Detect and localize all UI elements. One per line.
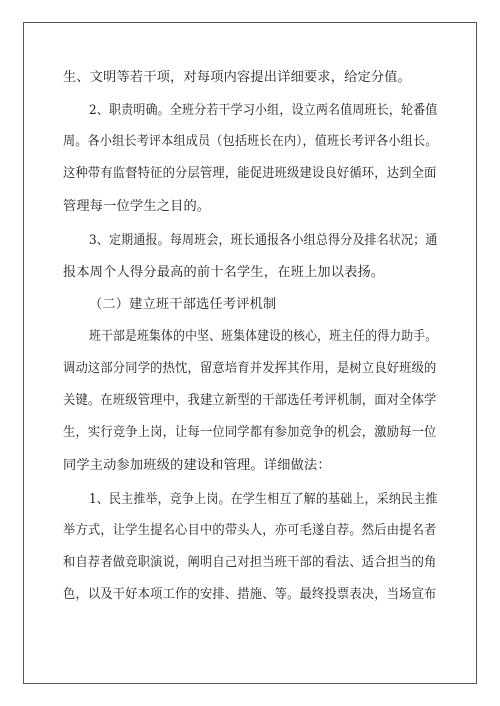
text-line: 3、定期通报。每周班会，班长通报各小组总得分及排名状况；通	[89, 233, 438, 248]
section-heading: （二）建立班干部选任考评机制	[89, 297, 277, 312]
text-line: 班干部是班集体的中坚、班集体建设的核心，班主任的得力助手。	[89, 329, 438, 344]
text-line: 同学主动参加班级的建设和管理。详细做法：	[63, 458, 331, 473]
text-line: 色，以及干好本项工作的安排、措施、等。最终投票表决，当场宣布	[63, 587, 437, 602]
text-line: 周。各小组长考评本组成员（包括班长在内），值班长考评各小组长。	[63, 134, 438, 149]
text-line: 调动这部分同学的热忱，留意培育并发挥其作用，是树立良好班级的	[63, 361, 437, 376]
text-line: 这种带有监督特征的分层管理，能促进班级建设良好循环，达到全面	[63, 166, 437, 181]
text-line: 和自荐者做竞职演说，阐明自己对担当班干部的看法、适合担当的角	[63, 555, 437, 570]
text-line: 举方式，让学生提名心目中的带头人，亦可毛遂自荐。然后由提名者	[63, 523, 437, 538]
text-line: 关键。在班级管理中，我建立新型的干部选任考评机制，面对全体学	[63, 393, 437, 408]
text-line: 1、民主推举，竞争上岗。在学生相互了解的基础上，采纳民主推	[89, 492, 438, 507]
text-line: 生，实行竞争上岗，让每一位同学都有参加竞争的机会，激励每一位	[63, 425, 437, 440]
text-line: 生、文明等若干项，对每项内容提出详细要求，给定分值。	[63, 70, 412, 85]
text-line: 管理每一位学生之目的。	[63, 199, 211, 214]
text-line: 2、职责明确。全班分若干学习小组，设立两名值周班长，轮番值	[89, 103, 438, 118]
text-line: 报本周个人得分最高的前十名学生，在班上加以表扬。	[63, 265, 385, 280]
